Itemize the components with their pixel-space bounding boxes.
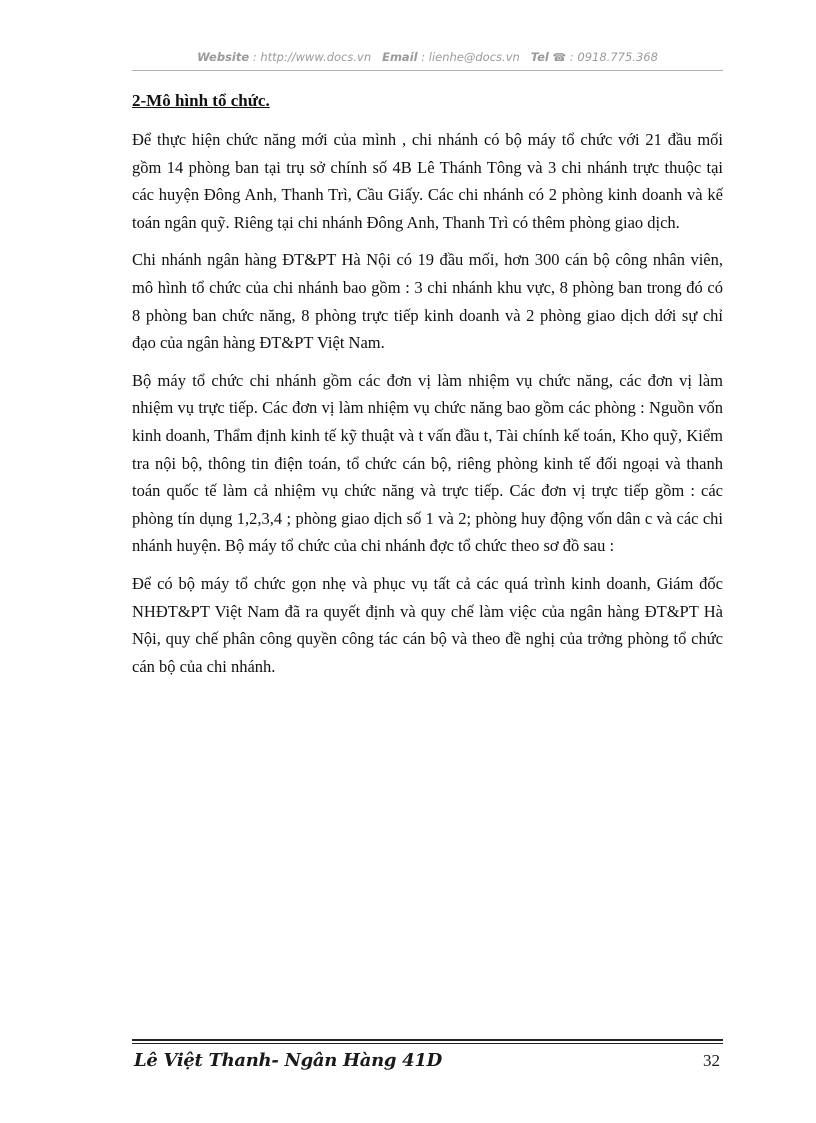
phone-icon: ☎ (552, 51, 567, 64)
paragraph-1: Để thực hiện chức năng mới của mình , chi nhánh có bộ máy tổ chức với 21 đầu mối gồm 14 phòng ban tại trụ sở chính số 4B Lê Thánh Tông và 3 chi nhánh trực thuộc tại các huyện Đông Anh, Thanh Trì, Cầu Giấy. Các chi nhánh có 2 phòng kinh doanh và kế toán ngân quỹ. Riêng tại chi nhánh Đông Anh, Thanh Trì có thêm phòng giao dịch. (132, 130, 723, 232)
paragraph-2: Chi nhánh ngân hàng ĐT&PT Hà Nội có 19 đầu mối, hơn 300 cán bộ công nhân viên, mô hình tổ chức của chi nhánh bao gồm : 3 chi nhánh khu vực, 8 phòng ban trong đó có 8 phòng ban chức năng, 8 phòng trực tiếp kinh doanh và 2 phòng giao dịch dới sự chỉ đạo của ngân hàng ĐT&PT Việt Nam. (132, 250, 723, 353)
page-content (132, 88, 723, 690)
website-value: : http://www.docs.vn (252, 50, 372, 64)
section-title: 2-Mô hình tổ chức. (132, 91, 270, 110)
email-value: : lienhe@docs.vn (421, 50, 520, 64)
paragraph-4: Để có bộ máy tổ chức gọn nhẹ và phục vụ tất cả các quá trình kinh doanh, Giám đốc NHĐT&PT Việt Nam đã ra quyết định và quy chế làm việc của ngân hàng ĐT&PT Hà Nội, quy chế phân công quyền công tác cán bộ và theo đề nghị của trởng phòng tổ chức cán bộ của chi nhánh. (132, 573, 723, 676)
email-label: Email (382, 50, 418, 64)
page-header (132, 50, 723, 70)
tel-label: Tel (530, 50, 549, 64)
footer-divider-thin (132, 1043, 723, 1044)
footer-divider-thick (132, 1039, 723, 1041)
website-label: Website (197, 50, 250, 64)
paragraph-3: Bộ máy tổ chức chi nhánh gồm các đơn vị làm nhiệm vụ chức năng, các đơn vị làm nhiệm vụ trực tiếp. Các đơn vị làm nhiệm vụ chức năng bao gồm các phòng : Nguồn vốn kinh doanh, Thẩm định kinh tế kỹ thuật và t vấn đầu t, Tài chính kế toán, Kho quỹ, Kiểm tra nội bộ, thông tin điện toán, tổ chức cán bộ, riêng phòng kinh tế đối ngoại và thanh toán quốc tế làm cả nhiệm vụ chức năng và trực tiếp. Các đơn vị trực tiếp gồm : các phòng tín dụng 1,2,3,4 ; phòng giao dịch số 1 và 2; phòng huy động vốn dân c và các chi nhánh huyện. Bộ máy tổ chức của chi nhánh đợc tổ chức theo sơ đồ sau : (132, 370, 723, 556)
tel-value: : 0918.775.368 (569, 50, 658, 64)
header-divider (132, 70, 723, 71)
page-number: 32 (703, 1051, 720, 1070)
footer-author: Lê Việt Thanh- Ngân Hàng 41D (134, 1050, 442, 1071)
